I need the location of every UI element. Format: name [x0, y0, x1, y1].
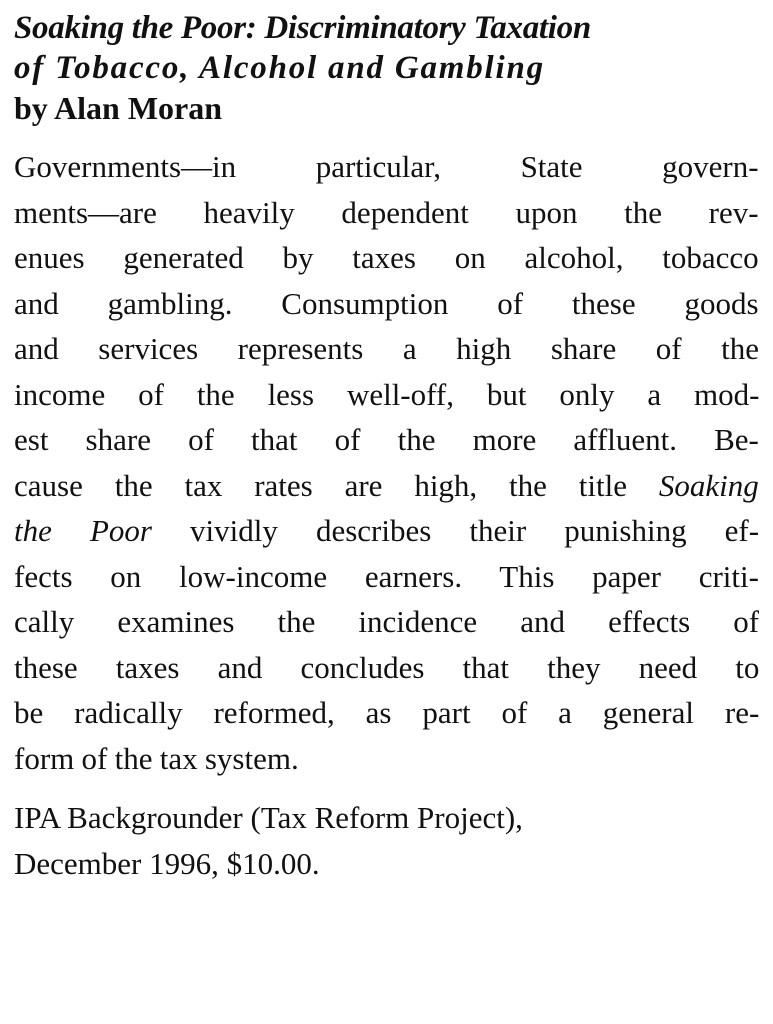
- publication-date-price: December 1996, $10.00.: [14, 845, 320, 881]
- body-line: ments—are heavily dependent upon the rev-: [14, 194, 759, 230]
- body-line: be radically reformed, as part of a general re-: [14, 695, 759, 730]
- body-line: form of the tax system.: [14, 740, 299, 776]
- body-text-fragment: vividly describes their punishing ef-: [151, 513, 759, 548]
- body-line: est share of that of the more affluent. Be-: [14, 422, 759, 457]
- article-block: [14, 8, 759, 886]
- article-body: [14, 144, 759, 781]
- body-line: cally examines the incidence and effects of: [14, 604, 759, 639]
- body-line: [14, 508, 759, 554]
- body-line: income of the less well-off, but only a mod-: [14, 376, 759, 412]
- article-title: [14, 8, 759, 88]
- italic-book-title-part-1: Soaking: [658, 467, 759, 503]
- body-text-fragment: cause the tax rates are high, the title: [14, 467, 659, 503]
- body-line: and gambling. Consumption of these goods: [14, 285, 759, 321]
- body-line: Governments—in particular, State govern-: [14, 149, 759, 184]
- title-line-1: Soaking the Poor: Discriminatory Taxation: [14, 10, 591, 46]
- publication-series: IPA Backgrounder (Tax Reform Project),: [14, 800, 523, 835]
- publication-info: [14, 795, 759, 886]
- body-line: these taxes and concludes that they need to: [14, 649, 759, 685]
- body-line: fects on low-income earners. This paper criti-: [14, 558, 759, 594]
- italic-book-title-part-2: the Poor: [14, 513, 152, 548]
- body-line: [14, 463, 759, 509]
- title-line-2: of Tobacco, Alcohol and Gambling: [14, 50, 545, 86]
- body-line: and services represents a high share of the: [14, 331, 759, 366]
- byline: by Alan Moran: [14, 90, 223, 126]
- body-line: enues generated by taxes on alcohol, tobacco: [14, 240, 759, 275]
